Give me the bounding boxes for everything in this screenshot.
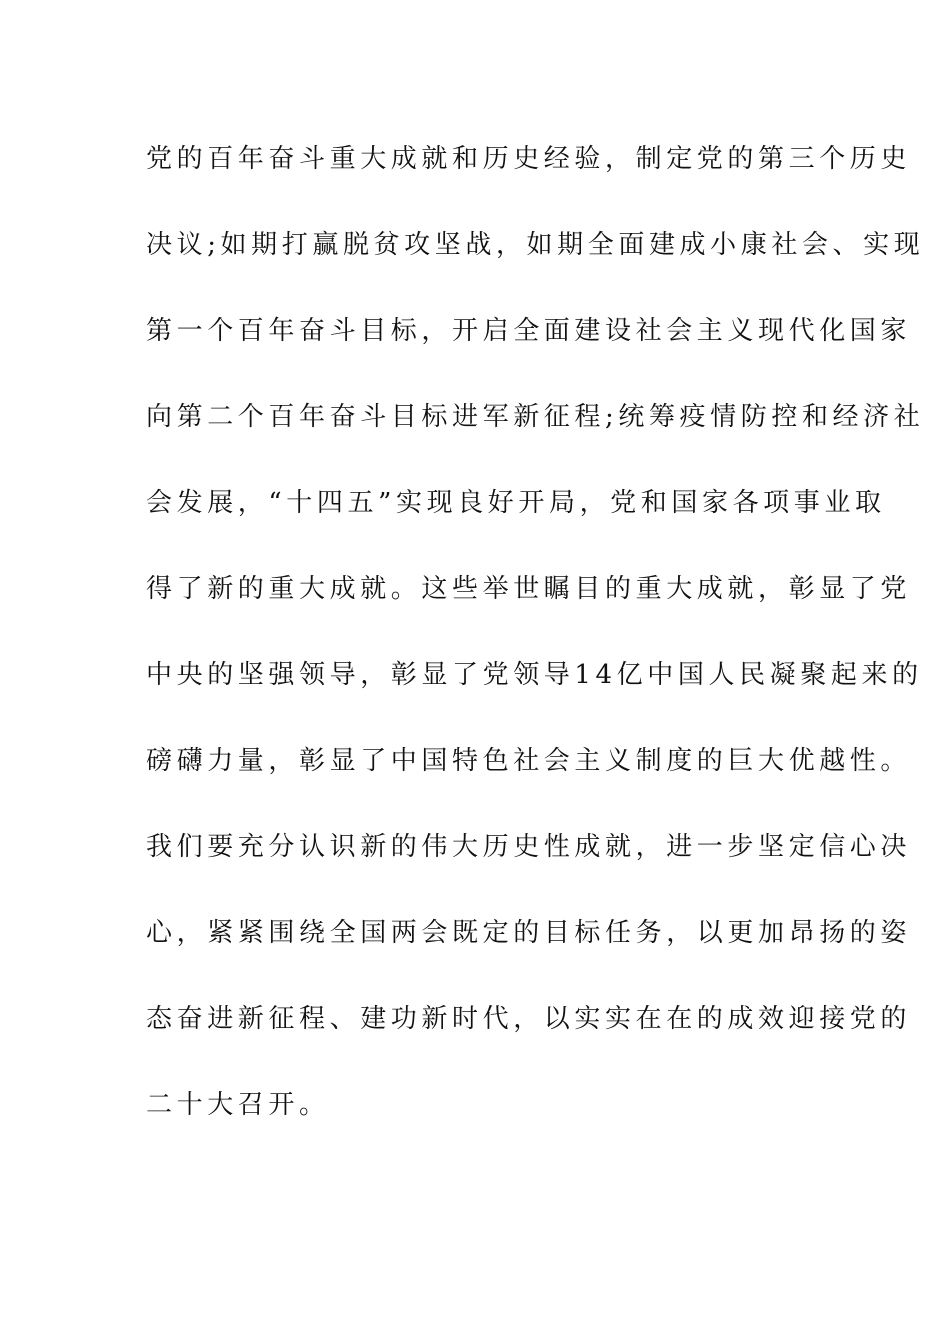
text-line-3: 第一个百年奋斗目标，开启全面建设社会主义现代化国家 (146, 316, 912, 346)
text-line-6: 得了新的重大成就。这些举世瞩目的重大成就，彰显了党 (146, 574, 912, 604)
text-line-2: 决议;如期打赢脱贫攻坚战，如期全面建成小康社会、实现 (146, 230, 925, 260)
text-line-10: 心，紧紧围绕全国两会既定的目标任务，以更加昂扬的姿 (146, 918, 912, 948)
body-text (146, 132, 925, 1164)
text-line-4: 向第二个百年奋斗目标进军新征程;统筹疫情防控和经济社 (146, 402, 925, 432)
text-line-12: 二十大召开。 (146, 1090, 330, 1120)
text-line-11: 态奋进新征程、建功新时代，以实实在在的成效迎接党的 (146, 1004, 912, 1034)
text-line-8: 磅礴力量，彰显了中国特色社会主义制度的巨大优越性。 (146, 746, 912, 776)
text-line-7: 中央的坚强领导，彰显了党领导14亿中国人民凝聚起来的 (146, 660, 923, 690)
text-line-5: 会发展，“十四五”实现良好开局，党和国家各项事业取 (146, 488, 886, 518)
text-line-1: 党的百年奋斗重大成就和历史经验，制定党的第三个历史 (146, 144, 912, 174)
text-line-9: 我们要充分认识新的伟大历史性成就，进一步坚定信心决 (146, 832, 912, 862)
